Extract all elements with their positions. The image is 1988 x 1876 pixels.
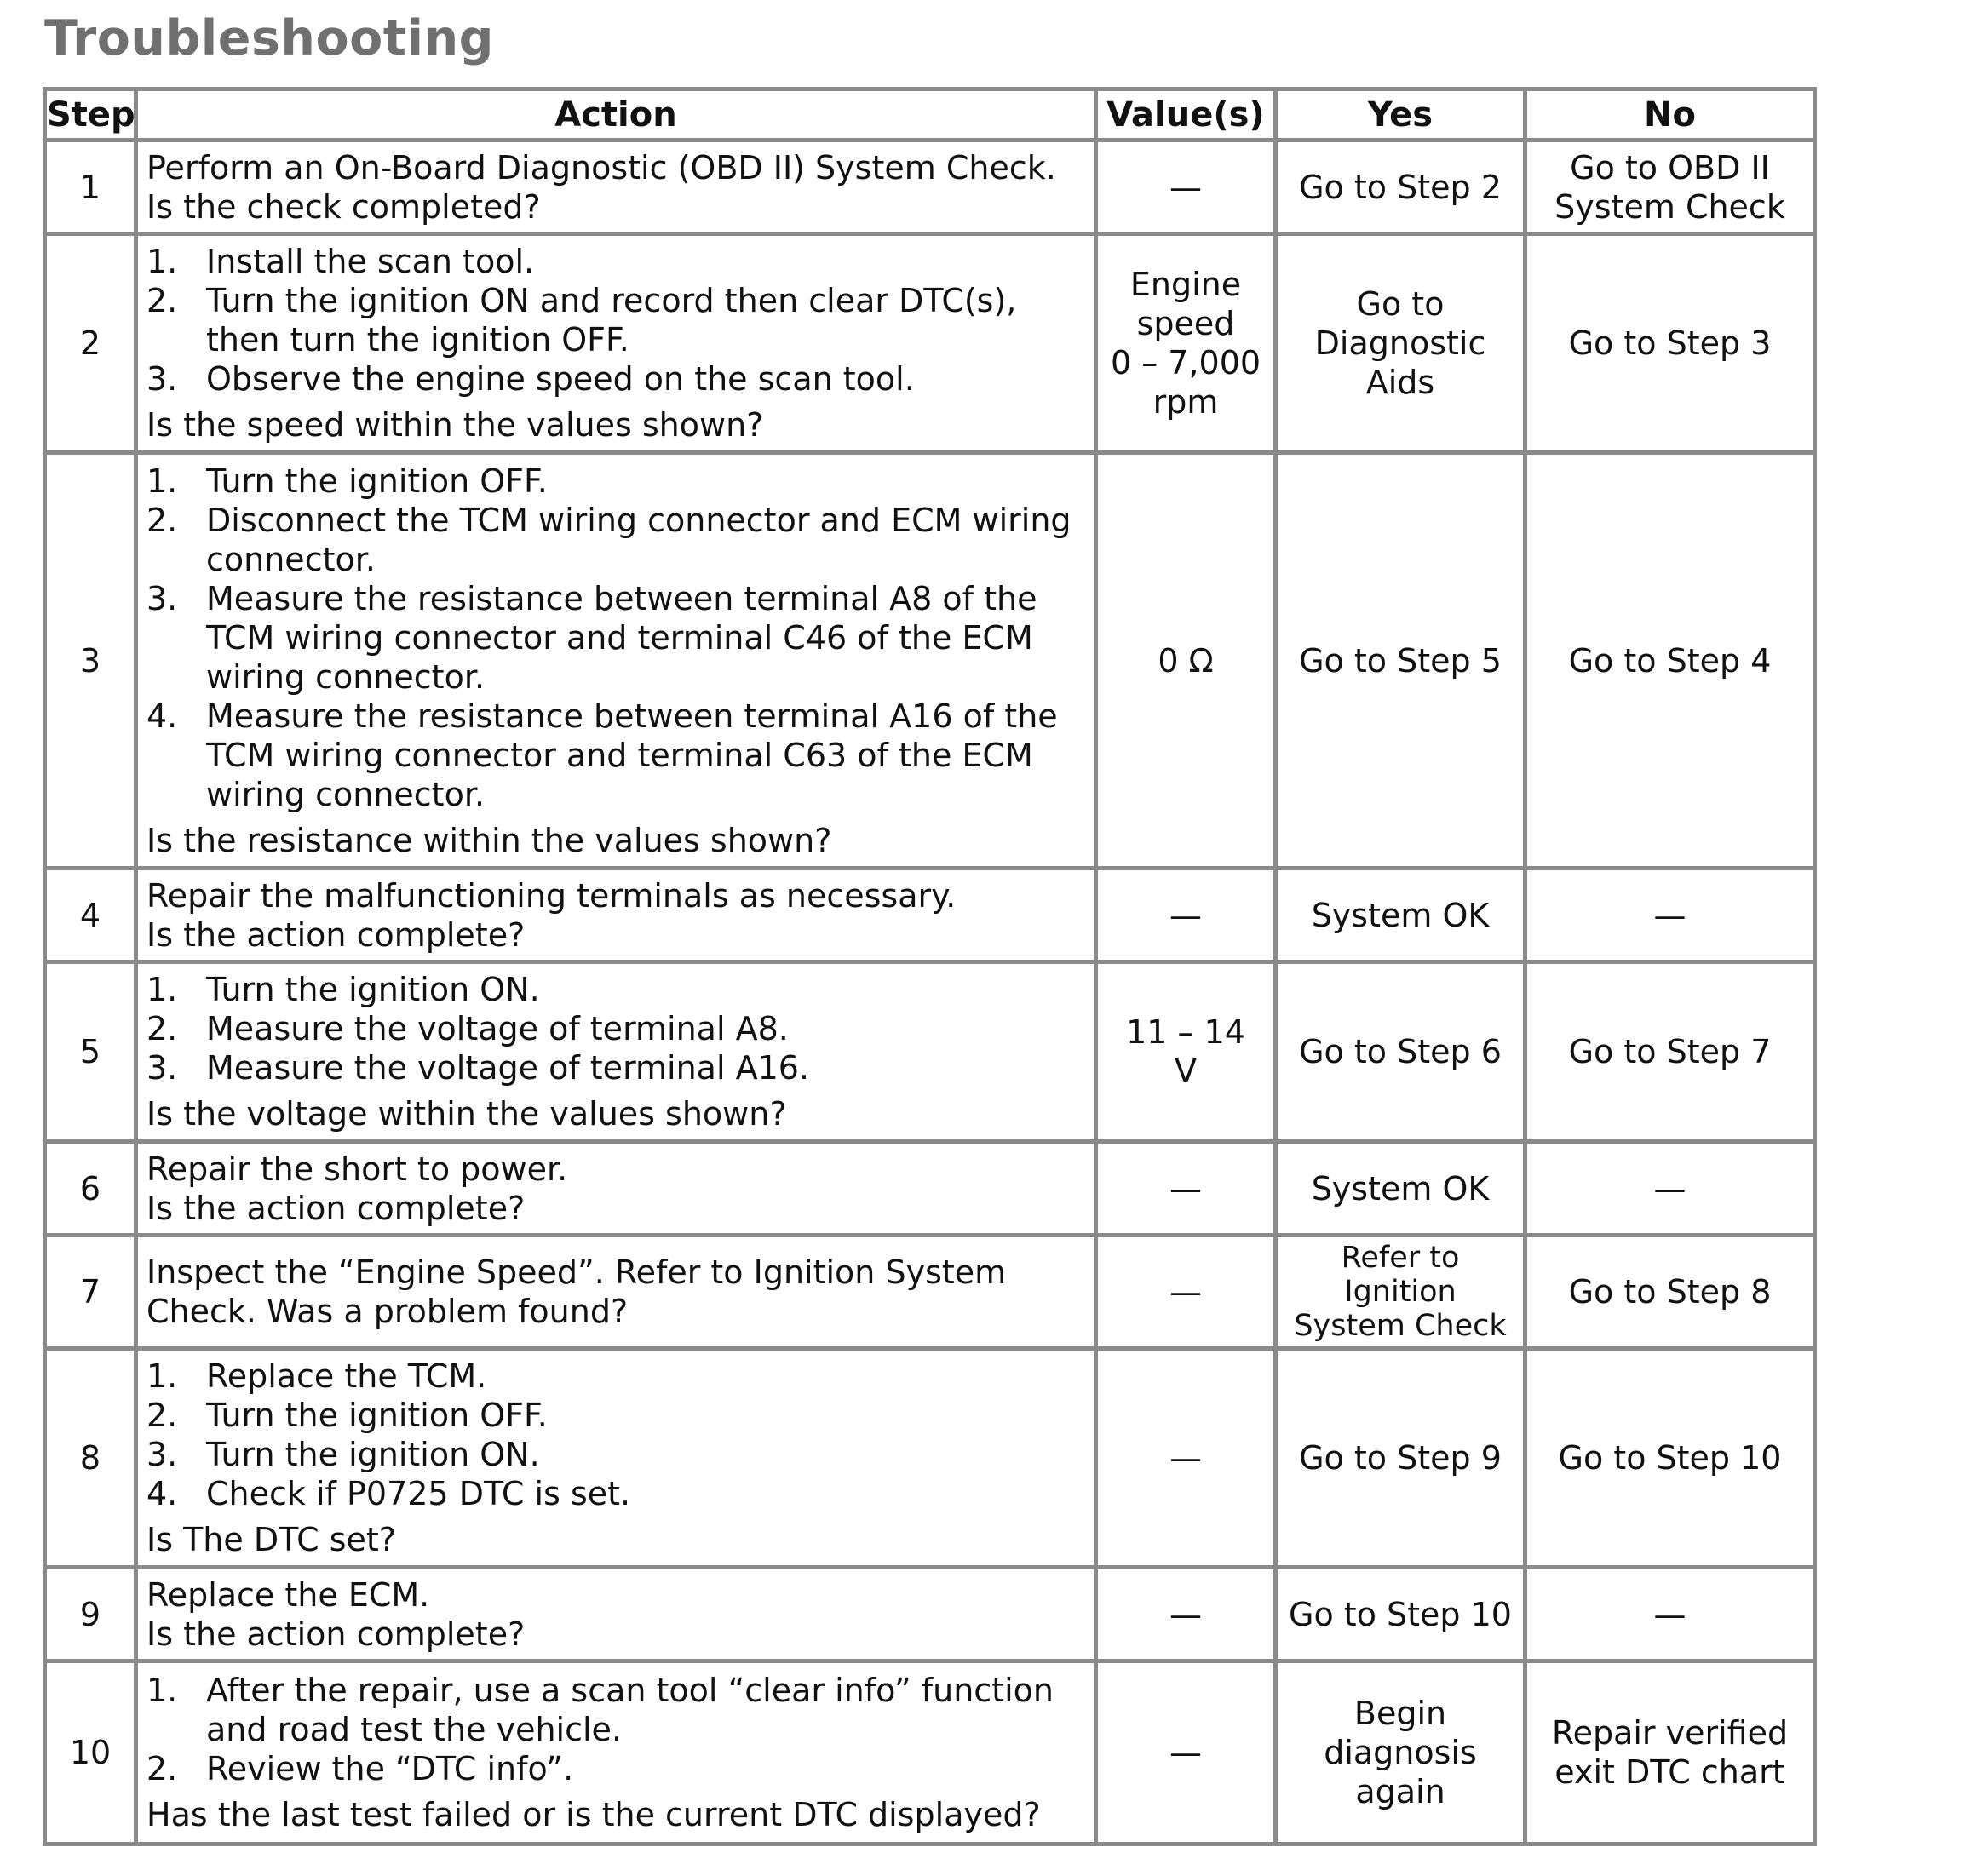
table-header-row <box>45 89 1815 141</box>
header-yes: Yes <box>1276 89 1525 141</box>
action-cell <box>136 234 1096 453</box>
table-row <box>45 234 1815 453</box>
yes-cell <box>1276 962 1525 1142</box>
value-cell <box>1096 1142 1276 1236</box>
no-cell <box>1525 141 1815 234</box>
value-cell <box>1096 1661 1276 1844</box>
step-number-cell: 4 <box>45 869 136 962</box>
value-cell <box>1096 1236 1276 1349</box>
table-row <box>45 869 1815 962</box>
page-title: Troubleshooting <box>44 10 494 66</box>
action-step-item <box>147 1435 1085 1474</box>
action-step-item <box>147 501 1085 579</box>
no-cell <box>1525 1568 1815 1661</box>
yes-text: System OK <box>1311 896 1490 934</box>
no-text: Go to Step 8 <box>1568 1273 1772 1311</box>
action-step-text: Measure the voltage of terminal A8. <box>206 1010 789 1047</box>
action-step-number: 3. <box>147 579 178 617</box>
no-text: Go to Step 10 <box>1558 1439 1782 1477</box>
table-row <box>45 1236 1815 1349</box>
value-text: 0 – 7,000 <box>1110 344 1261 382</box>
action-step-number: 4. <box>147 697 178 735</box>
table-row <box>45 1349 1815 1568</box>
value-text: V <box>1175 1053 1197 1090</box>
yes-cell <box>1276 1661 1525 1844</box>
action-step-item <box>147 1009 1085 1048</box>
action-step-text: Turn the ignition OFF. <box>206 462 548 500</box>
value-text: rpm <box>1152 383 1219 421</box>
troubleshooting-table <box>43 87 1817 1846</box>
action-step-text: Observe the engine speed on the scan tool. <box>206 360 915 398</box>
action-step-number: 1. <box>147 1672 178 1709</box>
action-question: Is the action complete? <box>147 915 526 954</box>
table-row <box>45 141 1815 234</box>
no-text: — <box>1653 1169 1686 1208</box>
yes-cell <box>1276 869 1525 962</box>
no-text: — <box>1653 896 1686 934</box>
action-step-item <box>147 970 1085 1009</box>
no-cell <box>1525 1661 1815 1844</box>
action-cell <box>136 1236 1096 1349</box>
action-step-text: Review the “DTC info”. <box>206 1750 574 1787</box>
header-no: No <box>1525 89 1815 141</box>
no-text: Go to OBD II <box>1570 148 1770 186</box>
action-step-item <box>147 1749 1085 1788</box>
step-number-cell: 2 <box>45 234 136 453</box>
action-step-text: Measure the voltage of terminal A16. <box>206 1049 810 1087</box>
header-step: Step <box>45 89 136 141</box>
action-step-text: Measure the resistance between terminal A16 of the TCM wiring connector and terminal C63 of the ECM wiring connector. <box>206 697 1058 813</box>
value-text: — <box>1169 1273 1202 1311</box>
action-cell <box>136 1142 1096 1236</box>
action-cell <box>136 1349 1096 1568</box>
action-step-list <box>147 1671 1085 1788</box>
yes-cell <box>1276 453 1525 869</box>
action-step-number: 2. <box>147 1010 178 1047</box>
step-number-cell: 6 <box>45 1142 136 1236</box>
action-step-number: 3. <box>147 1049 178 1087</box>
value-text: — <box>1169 1734 1202 1771</box>
action-step-item <box>147 1396 1085 1435</box>
action-question: Is the speed within the values shown? <box>147 406 764 444</box>
table-row <box>45 1568 1815 1661</box>
no-text: Go to Step 7 <box>1568 1033 1772 1070</box>
step-number-cell: 3 <box>45 453 136 869</box>
action-question: Is the voltage within the values shown? <box>147 1095 787 1133</box>
no-text: Go to Step 3 <box>1568 324 1772 362</box>
action-step-number: 1. <box>147 1357 178 1395</box>
no-cell <box>1525 962 1815 1142</box>
yes-text: Go to Step 6 <box>1299 1033 1502 1070</box>
action-cell <box>136 962 1096 1142</box>
action-step-list <box>147 242 1085 399</box>
action-step-text: Turn the ignition ON. <box>206 971 540 1008</box>
table-body <box>45 141 1815 1844</box>
table-row <box>45 962 1815 1142</box>
action-step-text: Turn the ignition ON. <box>206 1436 540 1473</box>
value-text: — <box>1169 896 1202 934</box>
yes-cell <box>1276 1349 1525 1568</box>
action-step-list <box>147 1357 1085 1513</box>
action-step-number: 1. <box>147 971 178 1008</box>
value-cell <box>1096 962 1276 1142</box>
action-step-list <box>147 970 1085 1087</box>
yes-text: Aids <box>1365 364 1435 401</box>
action-step-number: 2. <box>147 501 178 539</box>
action-cell <box>136 453 1096 869</box>
action-text: Perform an On-Board Diagnostic (OBD II) System Check. <box>147 148 1056 186</box>
action-text: Replace the ECM. <box>147 1575 430 1614</box>
no-text: — <box>1653 1595 1686 1633</box>
action-step-text: Check if P0725 DTC is set. <box>206 1475 631 1512</box>
action-step-number: 2. <box>147 1397 178 1434</box>
action-text: Inspect the “Engine Speed”. Refer to Ignition System <box>147 1254 1007 1291</box>
step-number-cell: 10 <box>45 1661 136 1844</box>
action-step-item <box>147 281 1085 359</box>
action-step-item <box>147 1474 1085 1513</box>
action-question: Is The DTC set? <box>147 1521 396 1558</box>
action-step-text: Turn the ignition ON and record then clear DTC(s), then turn the ignition OFF. <box>206 282 1017 359</box>
yes-text: Go to Step 10 <box>1289 1595 1512 1633</box>
action-step-number: 3. <box>147 1436 178 1473</box>
action-step-number: 1. <box>147 462 178 500</box>
no-cell <box>1525 1349 1815 1568</box>
action-text: Repair the malfunctioning terminals as necessary. <box>147 876 957 915</box>
action-cell <box>136 141 1096 234</box>
yes-text: diagnosis <box>1324 1734 1477 1771</box>
action-question: Check. Was a problem found? <box>147 1293 629 1330</box>
action-question: Is the check completed? <box>147 187 541 226</box>
action-step-item <box>147 242 1085 281</box>
table-row <box>45 1661 1815 1844</box>
no-cell <box>1525 453 1815 869</box>
table-row <box>45 453 1815 869</box>
yes-cell <box>1276 1568 1525 1661</box>
action-step-item <box>147 359 1085 399</box>
yes-text: Begin <box>1353 1695 1447 1732</box>
no-cell <box>1525 869 1815 962</box>
step-number-cell: 8 <box>45 1349 136 1568</box>
step-number-cell: 9 <box>45 1568 136 1661</box>
yes-text: Go to <box>1356 285 1445 323</box>
action-cell <box>136 1661 1096 1844</box>
action-step-number: 2. <box>147 282 178 319</box>
action-step-item <box>147 697 1085 814</box>
action-question: Is the resistance within the values shown? <box>147 821 832 859</box>
action-step-number: 2. <box>147 1750 178 1787</box>
value-text: — <box>1169 1595 1202 1633</box>
value-cell <box>1096 453 1276 869</box>
yes-text: System OK <box>1311 1169 1490 1208</box>
action-step-text: After the repair, use a scan tool “clear info” function and road test the vehicle. <box>206 1672 1054 1748</box>
action-cell <box>136 1568 1096 1661</box>
yes-text: Ignition <box>1344 1275 1457 1309</box>
no-cell <box>1525 1236 1815 1349</box>
value-cell <box>1096 234 1276 453</box>
value-cell <box>1096 141 1276 234</box>
action-step-number: 1. <box>147 243 178 280</box>
value-text: — <box>1169 168 1202 206</box>
no-cell <box>1525 234 1815 453</box>
action-question: Has the last test failed or is the current DTC displayed? <box>147 1796 1041 1833</box>
action-step-item <box>147 462 1085 501</box>
action-question: Is the action complete? <box>147 1189 526 1227</box>
value-text: Engine <box>1129 266 1242 303</box>
step-number-cell: 7 <box>45 1236 136 1349</box>
yes-cell <box>1276 1142 1525 1236</box>
no-text: System Check <box>1554 187 1785 226</box>
yes-cell <box>1276 234 1525 453</box>
no-cell <box>1525 1142 1815 1236</box>
action-step-number: 3. <box>147 360 178 398</box>
action-step-item <box>147 579 1085 697</box>
yes-text: Go to Step 2 <box>1299 168 1502 206</box>
value-text: — <box>1169 1439 1202 1477</box>
yes-cell <box>1276 1236 1525 1349</box>
value-cell <box>1096 869 1276 962</box>
action-step-item <box>147 1671 1085 1749</box>
yes-cell <box>1276 141 1525 234</box>
action-step-item <box>147 1048 1085 1087</box>
header-action: Action <box>136 89 1096 141</box>
action-step-text: Disconnect the TCM wiring connector and ECM wiring connector. <box>206 501 1072 578</box>
action-question: Is the action complete? <box>147 1615 526 1653</box>
yes-text: Go to Step 9 <box>1299 1439 1502 1477</box>
header-values: Value(s) <box>1096 89 1276 141</box>
value-cell <box>1096 1349 1276 1568</box>
action-step-item <box>147 1357 1085 1396</box>
no-text: Repair verified <box>1551 1714 1789 1752</box>
action-cell <box>136 869 1096 962</box>
yes-text: Go to Step 5 <box>1299 641 1502 680</box>
action-step-text: Replace the TCM. <box>206 1357 487 1395</box>
table-row <box>45 1142 1815 1236</box>
value-text: — <box>1169 1169 1202 1208</box>
yes-text: System Check <box>1294 1309 1507 1343</box>
value-text: speed <box>1136 305 1235 342</box>
action-step-number: 4. <box>147 1475 178 1512</box>
action-text: Repair the short to power. <box>147 1150 568 1188</box>
value-text: 11 – 14 <box>1126 1013 1245 1051</box>
action-step-text: Measure the resistance between terminal A8 of the TCM wiring connector and terminal C46 of the ECM wiring connector. <box>206 579 1037 696</box>
yes-text: Refer to <box>1341 1241 1460 1275</box>
action-step-text: Turn the ignition OFF. <box>206 1397 548 1434</box>
yes-text: Diagnostic <box>1314 324 1486 362</box>
step-number-cell: 5 <box>45 962 136 1142</box>
action-step-list <box>147 462 1085 814</box>
no-text: exit DTC chart <box>1554 1753 1785 1791</box>
no-text: Go to Step 4 <box>1568 641 1772 680</box>
value-cell <box>1096 1568 1276 1661</box>
yes-text: again <box>1355 1773 1445 1810</box>
value-text: 0 Ω <box>1158 641 1214 680</box>
action-step-text: Install the scan tool. <box>206 243 535 280</box>
step-number-cell: 1 <box>45 141 136 234</box>
